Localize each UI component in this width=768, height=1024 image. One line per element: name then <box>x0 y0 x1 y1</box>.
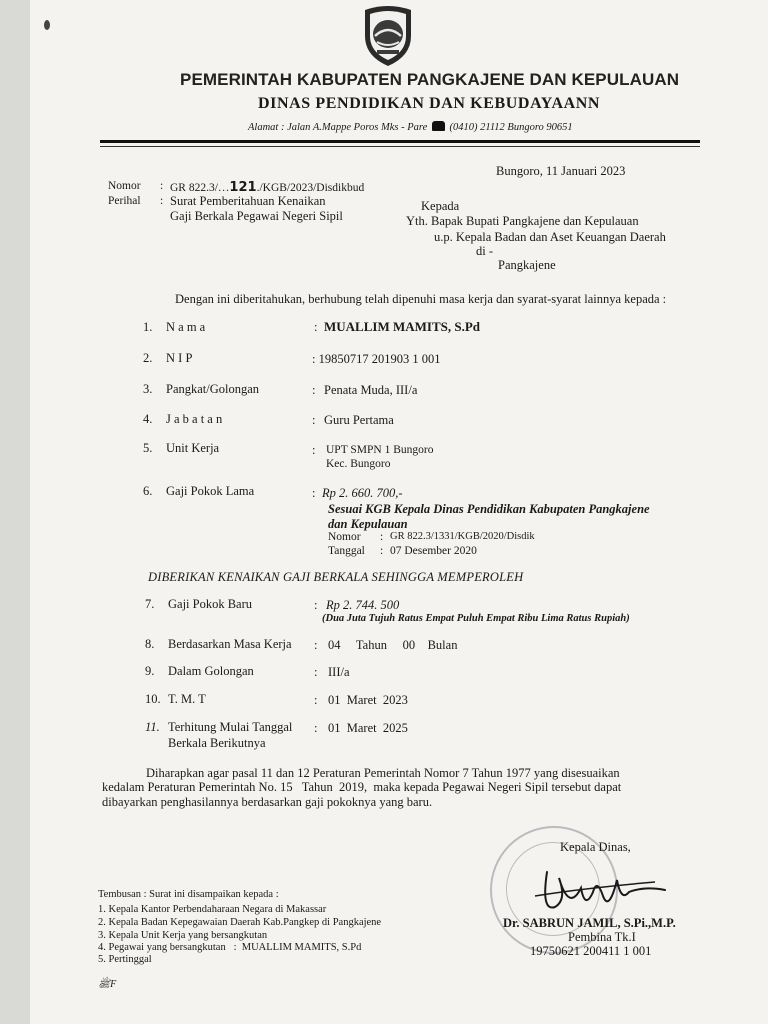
handwritten-signature <box>525 852 675 922</box>
closing-line-2: kedalam Peraturan Pemerintah No. 15 Tahun 2019, maka kepada Pegawai Negeri Sipil tersebut dapat <box>102 780 622 794</box>
jabatan-colon: : <box>312 413 316 427</box>
item-no: 5. <box>143 441 153 455</box>
recipient-up: u.p. Kepala Badan dan Aset Keuangan Daerah <box>434 230 666 244</box>
gaji-baru-words: (Dua Juta Tujuh Ratus Empat Puluh Empat Ribu Lima Ratus Rupiah) <box>322 613 630 624</box>
terhitung-value: 01 Maret 2025 <box>328 721 408 735</box>
signatory-rank: Pembina Tk.I <box>568 930 636 944</box>
gaji-lama-tanggal-label: Tanggal <box>328 545 365 557</box>
gaji-baru-colon: : <box>314 598 318 612</box>
gaji-lama-tanggal-colon: : <box>380 545 384 557</box>
recipient-place: Pangkajene <box>498 258 556 272</box>
gaji-baru-amount: Rp 2. 744. 500 <box>326 598 400 612</box>
tembusan-item: 1. Kepala Kantor Perbendaharaan Negara di Makassar <box>98 904 327 915</box>
golongan-colon: : <box>314 665 318 679</box>
nomor-value <box>170 180 364 195</box>
nip-value: : 19850717 201903 1 001 <box>312 352 441 366</box>
section-heading: DIBERIKAN KENAIKAN GAJI BERKALA SEHINGGA MEMPEROLEH <box>148 570 524 584</box>
unit-label: Unit Kerja <box>166 441 220 455</box>
nama-value: MUALLIM MAMITS, S.Pd <box>324 319 481 334</box>
gaji-baru-label: Gaji Pokok Baru <box>168 597 253 611</box>
signatory-name: Dr. SABRUN JAMIL, S.Pi.,M.P. <box>503 916 676 930</box>
header-rule-thick <box>100 140 700 143</box>
tmt-label: T. M. T <box>168 692 206 706</box>
perihal-line-1: Surat Pemberitahuan Kenaikan <box>170 194 326 208</box>
gaji-lama-colon: : <box>312 486 316 500</box>
closing-line-1: Diharapkan agar pasal 11 dan 12 Peraturan Pemerintah Nomor 7 Tahun 1977 yang disesuaikan <box>146 766 620 780</box>
tembusan-item: 3. Kepala Unit Kerja yang bersangkutan <box>98 930 268 941</box>
gaji-lama-tanggal-value: 07 Desember 2020 <box>390 545 477 557</box>
jabatan-label: J a b a t a n <box>166 412 223 426</box>
golongan-value: III/a <box>328 665 350 679</box>
tembusan-item: 5. Pertinggal <box>98 954 152 965</box>
agency-heading: DINAS PENDIDIKAN DAN KEBUDAYAANN <box>258 95 601 112</box>
letter-date: Bungoro, 11 Januari 2023 <box>496 164 626 178</box>
nomor-label: Nomor <box>108 180 141 192</box>
unit-value-2: Kec. Bungoro <box>326 458 391 470</box>
item-no: 4. <box>143 412 153 426</box>
pangkat-colon: : <box>312 383 316 397</box>
tembusan-item: 4. Pegawai yang bersangkutan : MUALLIM MAMITS, S.Pd <box>98 942 362 953</box>
header-rule-thin <box>100 146 700 147</box>
jabatan-value: Guru Pertama <box>324 413 394 427</box>
tembusan-heading: Tembusan : Surat ini disampaikan kepada : <box>98 889 279 900</box>
item-no: 1. <box>143 320 153 334</box>
item-no: 10. <box>145 692 161 706</box>
masa-kerja-value: 04 Tahun 00 Bulan <box>328 638 458 652</box>
pangkat-value: Penata Muda, III/a <box>324 383 418 397</box>
nip-label: N I P <box>166 351 193 365</box>
phone-text: (0410) 21112 Bungoro 90651 <box>449 122 573 133</box>
nomor-colon: : <box>160 180 164 192</box>
item-no: 9. <box>145 664 155 678</box>
gaji-lama-nomor-label: Nomor <box>328 531 361 543</box>
closing-line-3: dibayarkan penghasilannya berdasarkan gaji pokoknya yang baru. <box>102 795 433 809</box>
item-no: 11. <box>145 720 160 734</box>
gaji-lama-label: Gaji Pokok Lama <box>166 484 255 498</box>
masa-kerja-label: Berdasarkan Masa Kerja <box>168 637 292 651</box>
item-no: 7. <box>145 597 155 611</box>
terhitung-label-1: Terhitung Mulai Tanggal <box>168 720 293 734</box>
tmt-colon: : <box>314 693 318 707</box>
perihal-label: Perihal <box>108 195 141 207</box>
ink-mark <box>44 20 50 30</box>
golongan-label: Dalam Golongan <box>168 664 254 678</box>
nama-label: N a m a <box>166 320 206 334</box>
gaji-lama-nomor-colon: : <box>380 531 384 543</box>
recipient-yth: Yth. Bapak Bupati Pangkajene dan Kepulauan <box>406 214 639 228</box>
signatory-title: Kepala Dinas, <box>560 840 631 854</box>
recipient-kepada: Kepada <box>421 199 460 213</box>
nomor-handwritten: 121 <box>229 180 257 195</box>
nama-colon: : <box>314 320 318 334</box>
intro-paragraph: Dengan ini diberitahukan, berhubung telah dipenuhi masa kerja dan syarat-syarat lainnya kepada : <box>175 292 667 306</box>
perihal-colon: : <box>160 195 164 207</box>
recipient-di: di - <box>476 244 494 258</box>
tembusan-item: 2. Kepala Badan Kepegawaian Daerah Kab.Pangkep di Pangkajene <box>98 917 382 928</box>
unit-colon: : <box>312 443 316 457</box>
item-no: 6. <box>143 484 153 498</box>
item-no: 2. <box>143 351 153 365</box>
regency-emblem-icon <box>355 2 421 68</box>
address-line <box>248 121 573 133</box>
gaji-lama-basis-1: Sesuai KGB Kepala Dinas Pendidikan Kabupaten Pangkajene <box>328 502 650 516</box>
address-text: Alamat : Jalan A.Mappe Poros Mks - Pare <box>248 122 428 133</box>
terhitung-colon: : <box>314 721 318 735</box>
filing-mark: ﷺF <box>98 979 117 990</box>
gaji-lama-basis-2: dan Kepulauan <box>328 517 408 531</box>
perihal-line-2: Gaji Berkala Pegawai Negeri Sipil <box>170 209 343 223</box>
tmt-value: 01 Maret 2023 <box>328 693 408 707</box>
item-no: 8. <box>145 637 155 651</box>
signatory-nip: 19750621 200411 1 001 <box>530 944 652 958</box>
gaji-lama-nomor-value: GR 822.3/1331/KGB/2020/Disdik <box>390 531 535 542</box>
gaji-lama-amount: Rp 2. 660. 700,- <box>322 486 403 500</box>
nomor-suffix: ./KGB/2023/Disdikbud <box>256 182 365 194</box>
government-heading: PEMERINTAH KABUPATEN PANGKAJENE DAN KEPULAUAN <box>180 70 680 89</box>
item-no: 3. <box>143 382 153 396</box>
unit-value-1: UPT SMPN 1 Bungoro <box>326 444 434 456</box>
terhitung-label-2: Berkala Berikutnya <box>168 736 266 750</box>
pangkat-label: Pangkat/Golongan <box>166 382 260 396</box>
masa-kerja-colon: : <box>314 638 318 652</box>
phone-icon <box>432 121 445 131</box>
nomor-prefix: GR 822.3/… <box>170 182 230 194</box>
